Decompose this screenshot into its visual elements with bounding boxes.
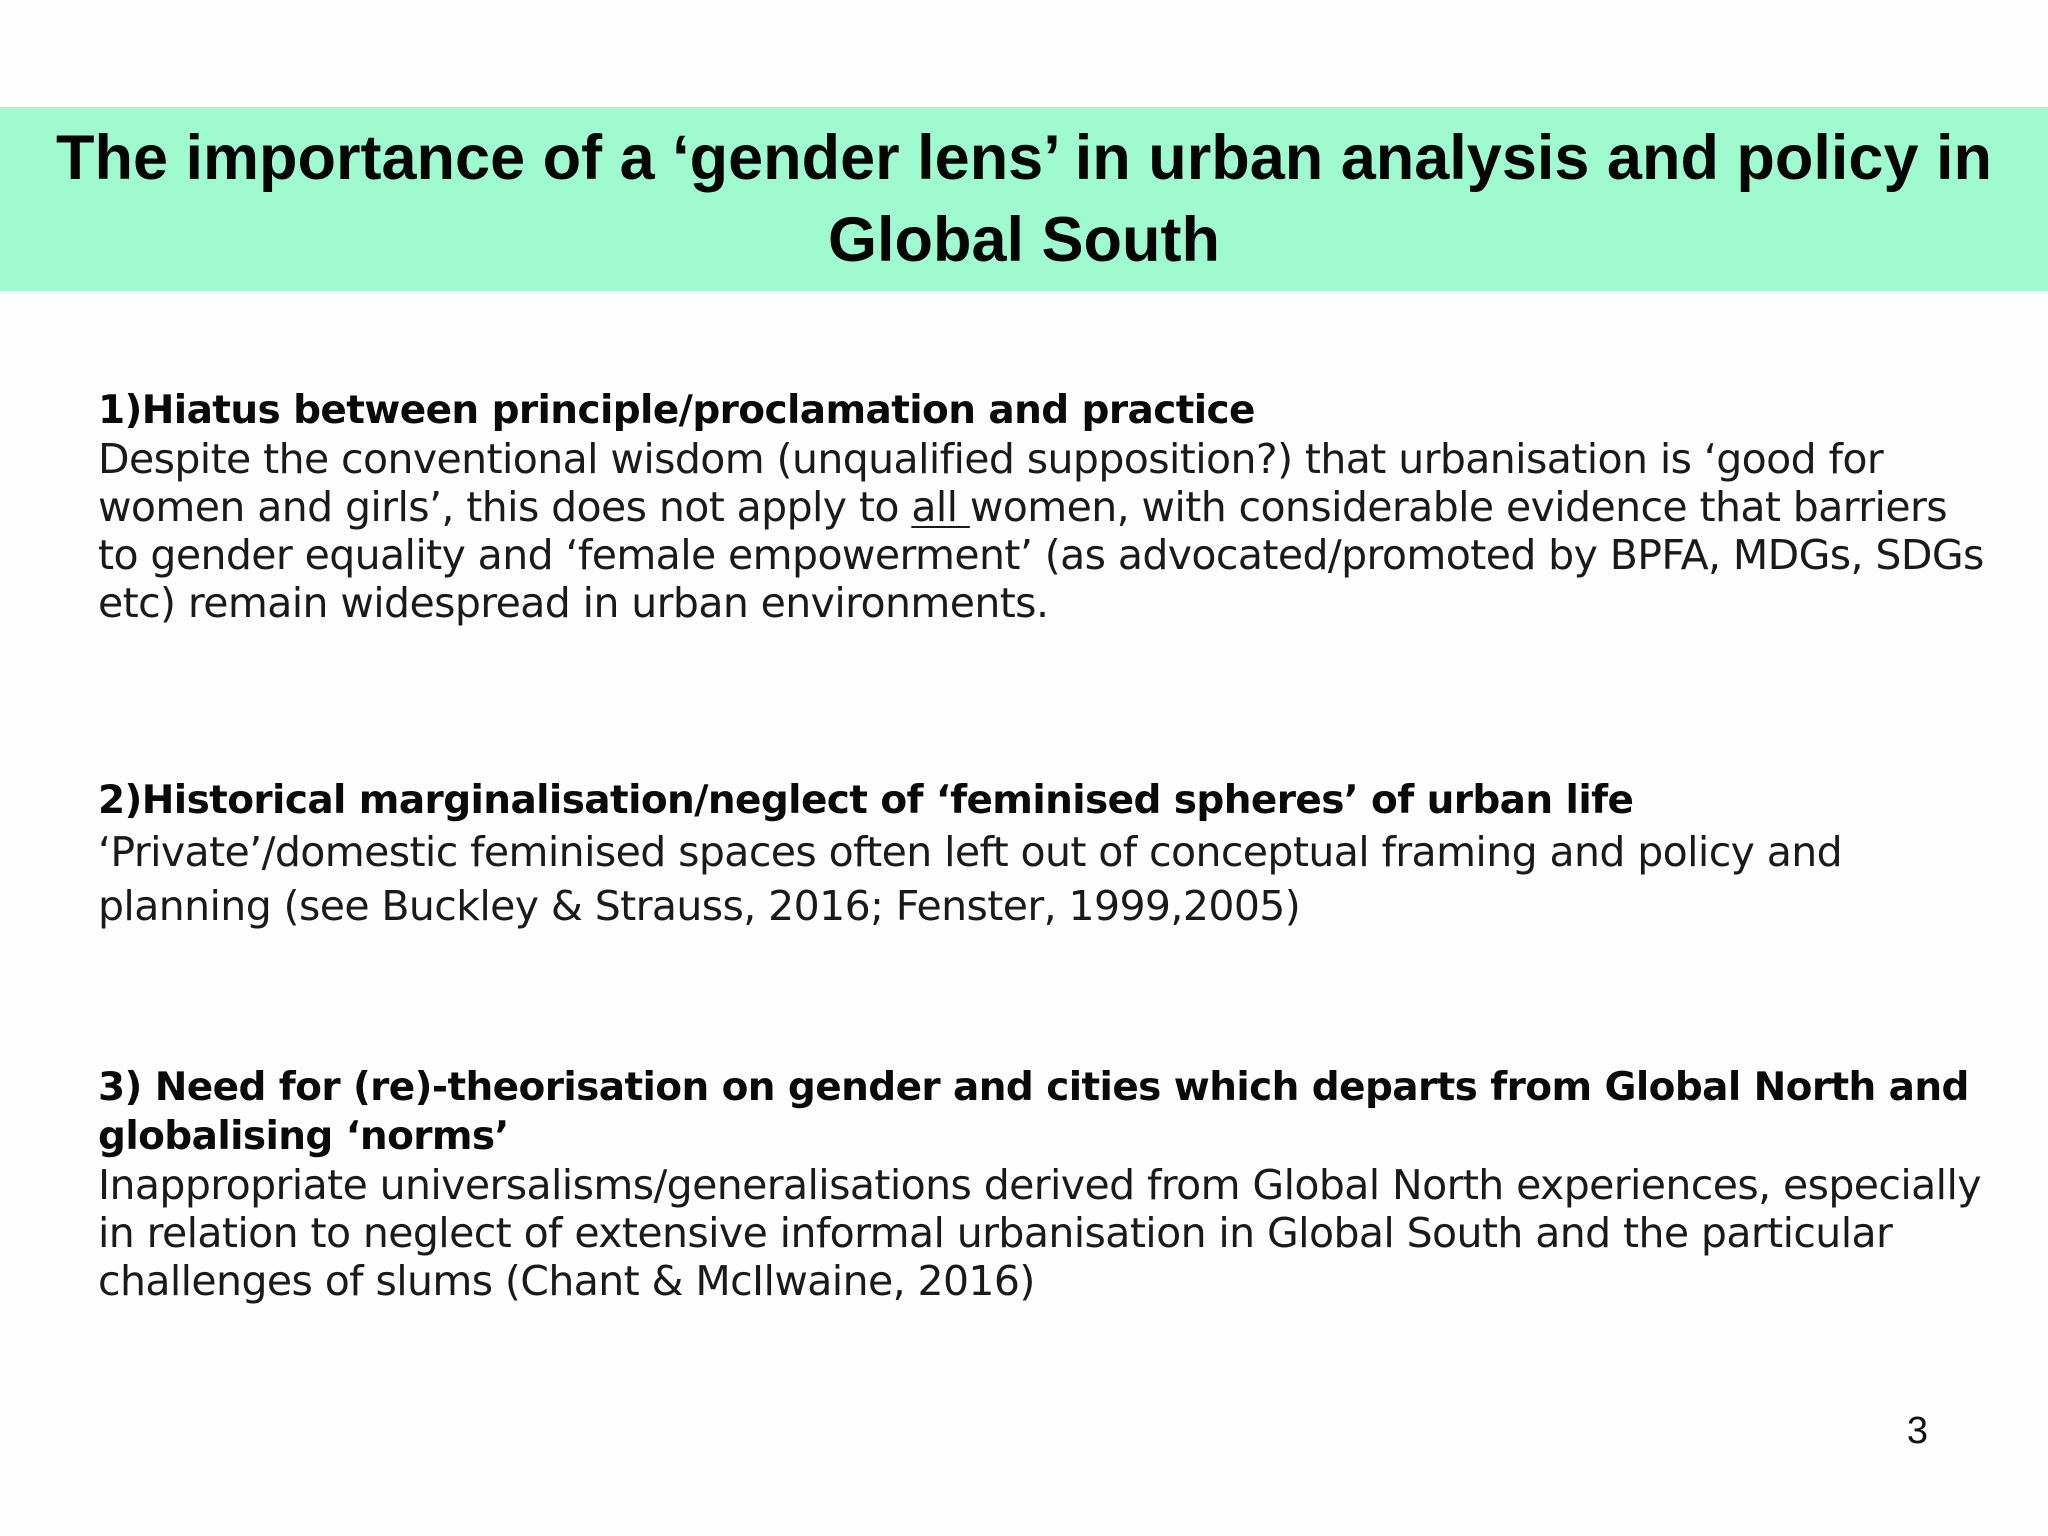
title-band [0,107,2048,291]
point-1-body-start: Despite the conventional wisdom (unqualified supposition?) that urbanisation is ‘good for women and girls’, this does not apply to [98,435,1884,531]
point-1 [98,386,1998,627]
point-3-body: Inappropriate universalisms/generalisations derived from Global North experiences, especially in relation to neglect of extensive informal urbanisation in Global South and the particular challenges of slums (Chant & McIlwaine, 2016) [98,1161,1981,1305]
point-1-body-underlined-word: all [911,483,970,531]
point-1-heading: 1)Hiatus between principle/proclamation and practice [98,388,1255,433]
point-2 [98,776,1998,933]
point-1-body [98,435,1998,627]
point-2-heading: 2)Historical marginalisation/neglect of ‘feminised spheres’ of urban life [98,778,1634,823]
point-1-body-end: women, with considerable evidence that barriers to gender equality and ‘female empowerment’ (as advocated/promoted by BPFA, MDGs, SDGs etc) remain widespread in urban environments. [98,483,1984,627]
page-number: 3 [1906,1410,1928,1452]
point-2-body: ‘Private’/domestic feminised spaces often left out of conceptual framing and policy and planning (see Buckley & Strauss, 2016; Fenster, 1999,2005) [98,828,1843,930]
slide-title: The importance of a ‘gender lens’ in urban analysis and policy in Global South [56,123,1992,275]
point-3 [98,1063,1998,1305]
point-3-heading: 3) Need for (re)-theorisation on gender and cities which departs from Global North and globalising ‘norms’ [98,1065,1969,1159]
